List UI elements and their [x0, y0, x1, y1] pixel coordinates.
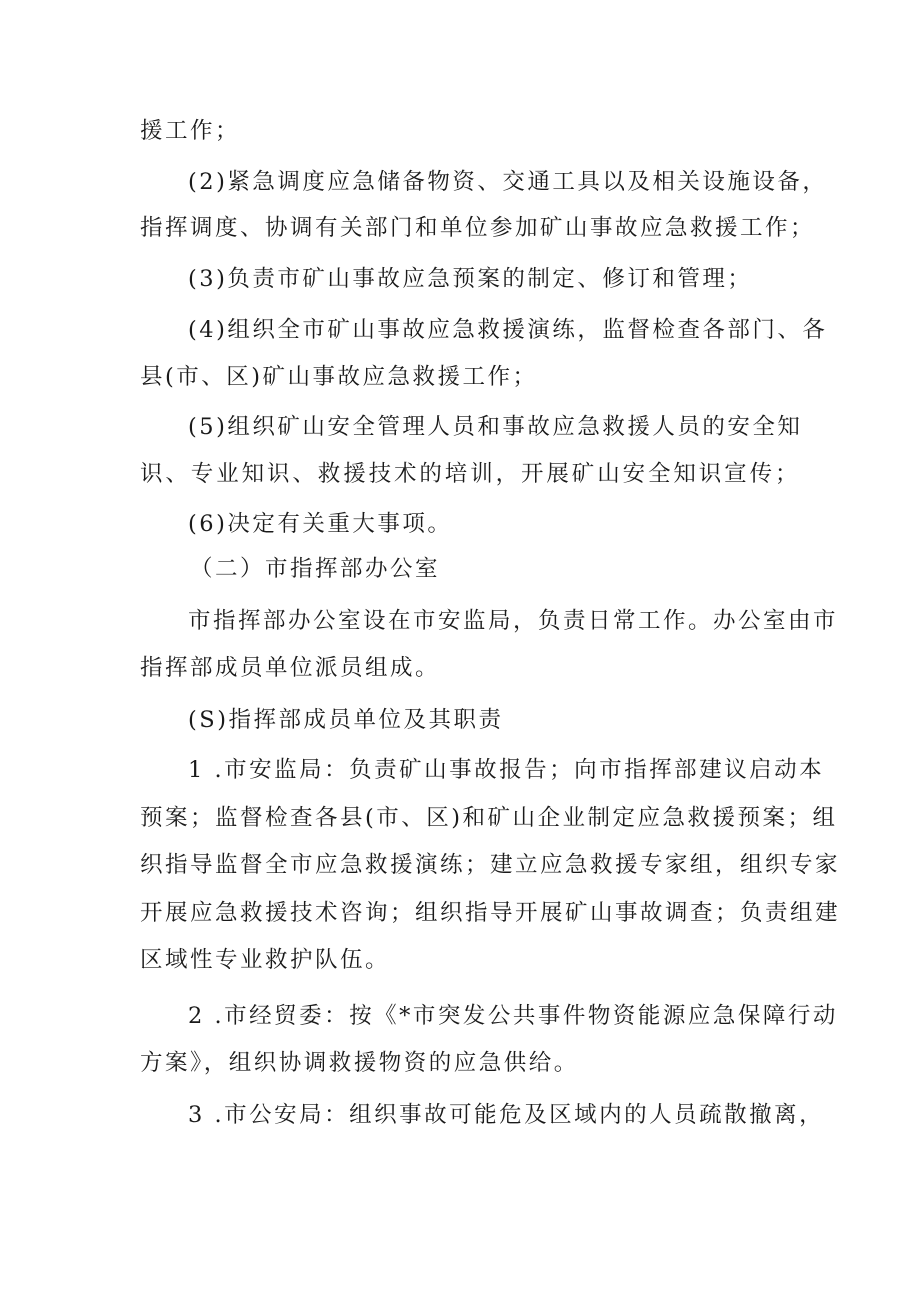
text-line: 开展应急救援技术咨询；组织指导开展矿山事故调查；负责组建	[140, 900, 841, 926]
text-line: (4)组织全市矿山事故应急救援演练，监督检查各部门、各	[188, 317, 828, 343]
text-line: 方案》，组织协调救援物资的应急供给。	[140, 1050, 579, 1076]
section-heading: （二）市指挥部办公室	[190, 556, 441, 582]
text-line: (2)紧急调度应急储备物资、交通工具以及相关设施设备，	[188, 169, 828, 195]
text-line: 县(市、区)矿山事故应急救援工作；	[140, 364, 538, 390]
text-line: 2 .市经贸委：按《*市突发公共事件物资能源应急保障行动	[188, 1003, 838, 1029]
text-line: 区域性专业救护队伍。	[140, 947, 391, 973]
text-line: 3 .市公安局：组织事故可能危及区域内的人员疏散撤离，	[188, 1102, 825, 1128]
text-line: 市指挥部办公室设在市安监局，负责日常工作。办公室由市	[188, 608, 839, 634]
text-line: 指挥部成员单位派员组成。	[140, 655, 441, 681]
text-line: (5)组织矿山安全管理人员和事故应急救援人员的安全知	[188, 414, 803, 440]
text-line: 援工作；	[140, 118, 241, 144]
text-line: 识、专业知识、救援技术的培训，开展矿山安全知识宣传；	[140, 461, 800, 487]
section-heading: (S)指挥部成员单位及其职责	[188, 707, 504, 733]
text-line: (6)决定有关重大事项。	[188, 511, 453, 537]
text-line: (3)负责市矿山事故应急预案的制定、修订和管理；	[188, 266, 753, 292]
text-line: 织指导监督全市应急救援演练；建立应急救援专家组，组织专家	[140, 852, 841, 878]
text-line: 预案；监督检查各县(市、区)和矿山企业制定应急救援预案；组	[140, 805, 838, 831]
text-line: 1 .市安监局：负责矿山事故报告；向市指挥部建议启动本	[188, 757, 825, 783]
text-line: 指挥调度、协调有关部门和单位参加矿山事故应急救援工作；	[140, 215, 816, 241]
